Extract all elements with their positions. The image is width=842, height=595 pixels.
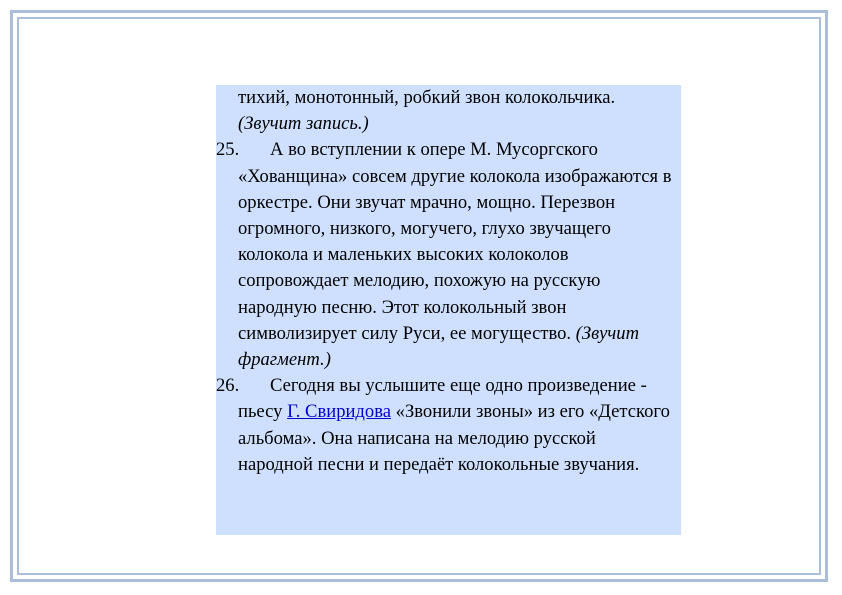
paragraph-25-number: 25. xyxy=(216,139,240,161)
text-box xyxy=(216,85,681,535)
paragraph-25 xyxy=(216,137,673,373)
paragraph-25-note: (Звучит фрагмент.) xyxy=(238,322,640,371)
paragraph-26 xyxy=(216,373,673,478)
paragraph-24-note: (Звучит запись.) xyxy=(238,113,369,135)
paragraph-25-text: А во вступлении к опере М. Мусоргского «Хованщина» совсем другие колокола изображаются в оркестре. Они звучат мрачно, мощно. Перезвон огромного, низкого, могучего, глухо звучащего колокола и маленьких высоких колоколов сопровождает мелодию, похожую на русскую народную песню. Этот колокольный звон символизирует силу Руси, ее могущество. xyxy=(238,139,672,344)
paragraph-26-text-after-link: «Звонили звоны» из его «Детского альбома». Она написана на мелодию русской народной песни и передаёт колокольные звучания. xyxy=(238,401,670,475)
paragraph-24-text: тихий, монотонный, робкий звон колокольчика. xyxy=(238,87,616,108)
paragraph-24-tail xyxy=(216,85,673,137)
paragraph-26-text-before-link: Сегодня вы услышите еще одно произведение - пьесу xyxy=(238,375,647,423)
paragraph-26-number: 26. xyxy=(216,375,240,397)
sviridov-link[interactable]: Г. Свиридова xyxy=(287,401,391,423)
